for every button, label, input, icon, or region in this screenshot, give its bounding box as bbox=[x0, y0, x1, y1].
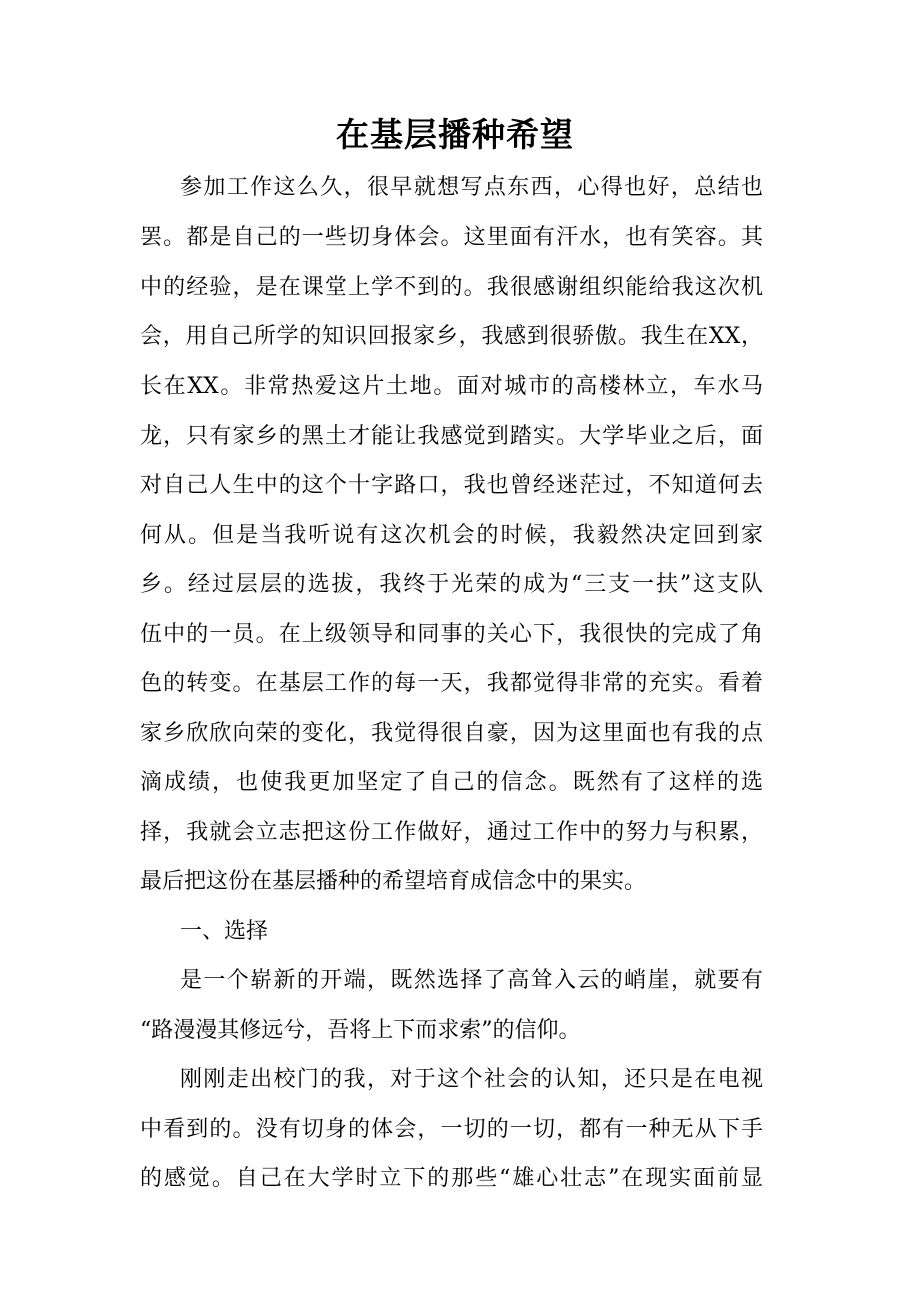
text-line: 伍中的一员。在上级领导和同事的关心下，我很快的完成了角 bbox=[140, 622, 763, 647]
text-line: 色的转变。在基层工作的每一天，我都觉得非常的充实。看着 bbox=[140, 671, 763, 696]
text-line: 何从。但是当我听说有这次机会的时候，我毅然决定回到家 bbox=[140, 523, 763, 548]
text-line: 滴成绩，也使我更加坚定了自己的信念。既然有了这样的选 bbox=[140, 770, 763, 795]
text-line: 乡。经过层层的选拔，我终于光荣的成为“三支一扶”这支队 bbox=[140, 572, 763, 597]
text-line: 中的经验，是在课堂上学不到的。我很感谢组织能给我这次机 bbox=[140, 275, 763, 300]
text-line: 会，用自己所学的知识回报家乡，我感到很骄傲。我生在XX， bbox=[140, 324, 763, 349]
text-line: 对自己人生中的这个十字路口，我也曾经迷茫过，不知道何去 bbox=[140, 473, 763, 498]
text-line: 中看到的。没有切身的体会，一切的一切，都有一种无从下手 bbox=[140, 1117, 763, 1142]
text-line: 最后把这份在基层播种的希望培育成信念中的果实。 bbox=[140, 869, 647, 894]
text-line: 的感觉。自己在大学时立下的那些“雄心壮志”在现实面前显 bbox=[140, 1166, 763, 1191]
text-line: 罢。都是自己的一些切身体会。这里面有汗水，也有笑容。其 bbox=[140, 225, 763, 250]
text-line: 是一个崭新的开端，既然选择了高耸入云的峭崖，就要有 bbox=[180, 968, 763, 993]
text-line: 龙，只有家乡的黑土才能让我感觉到踏实。大学毕业之后，面 bbox=[140, 424, 763, 449]
text-line: 家乡欣欣向荣的变化，我觉得很自豪，因为这里面也有我的点 bbox=[140, 721, 763, 746]
text-line: 长在XX。非常热爱这片土地。面对城市的高楼林立，车水马 bbox=[140, 374, 763, 399]
section-heading: 一、选择 bbox=[180, 919, 269, 944]
text-line: 刚刚走出校门的我，对于这个社会的认知，还只是在电视 bbox=[180, 1067, 763, 1092]
text-line: 参加工作这么久，很早就想写点东西，心得也好，总结也 bbox=[180, 175, 763, 200]
text-line: 择，我就会立志把这份工作做好，通过工作中的努力与积累， bbox=[140, 820, 763, 845]
text-line: “路漫漫其修远兮，吾将上下而求索”的信仰。 bbox=[140, 1018, 581, 1043]
document-title: 在基层播种希望 bbox=[336, 115, 574, 154]
